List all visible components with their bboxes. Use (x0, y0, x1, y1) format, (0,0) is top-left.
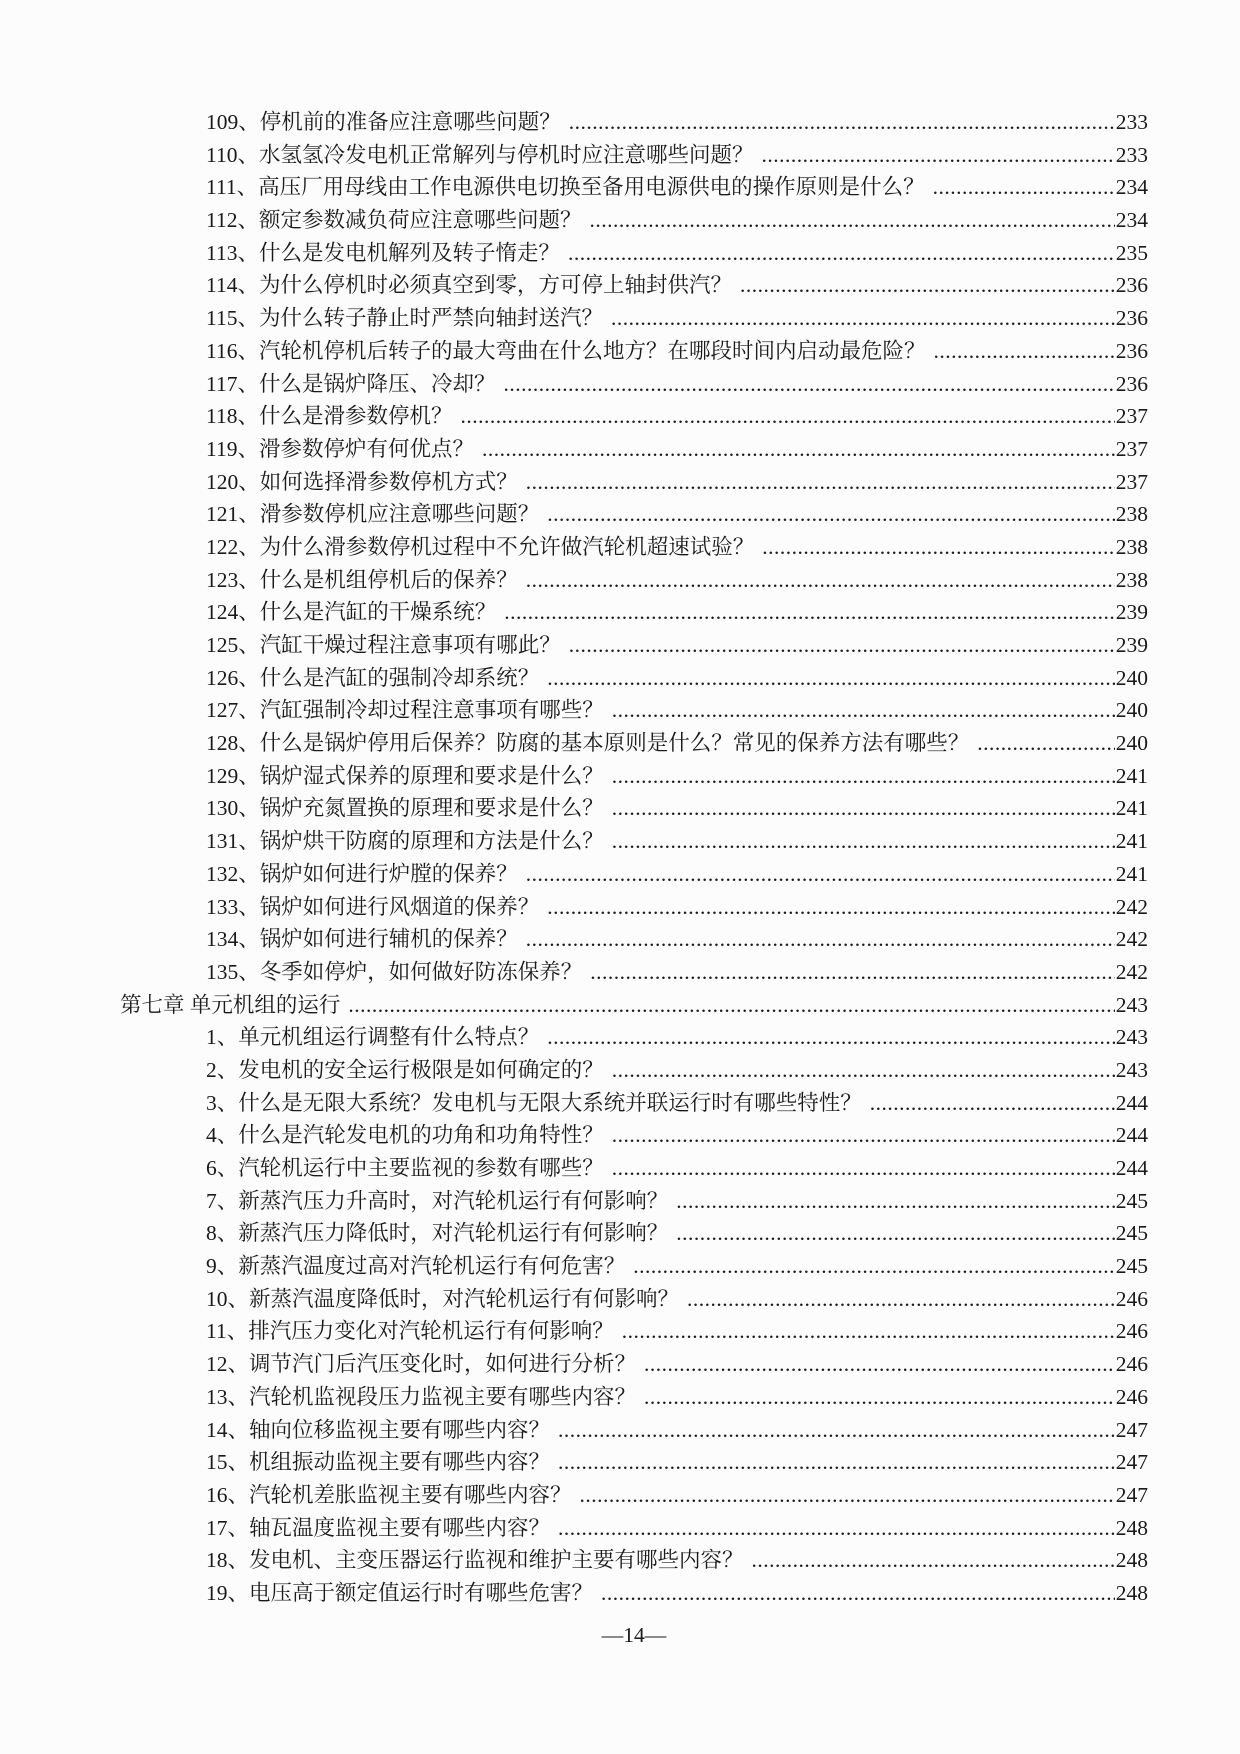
toc-entry (120, 923, 1148, 956)
toc-entry-page: 247 (1115, 1417, 1148, 1442)
toc-entry-page: 239 (1115, 633, 1148, 657)
toc-entry-page: 234 (1115, 175, 1148, 200)
toc-entry-page: 233 (1115, 110, 1148, 134)
toc-entry-label: 135、冬季如停炉，如何做好防冻保养？ (206, 959, 583, 984)
toc-entry (120, 825, 1148, 858)
toc-entry (120, 1021, 1148, 1054)
toc-entry (120, 1119, 1148, 1152)
toc-dot-leader (547, 662, 1114, 695)
toc-entry-label: 130、锅炉充氮置换的原理和要求是什么？ (206, 796, 604, 821)
toc-entry (120, 1577, 1148, 1610)
toc-entry (120, 564, 1148, 597)
toc-entry (120, 1512, 1148, 1545)
toc-dot-leader (547, 1021, 1114, 1054)
toc-dot-leader (933, 335, 1114, 368)
toc-dot-leader (526, 858, 1115, 891)
toc-dot-leader (977, 727, 1114, 760)
toc-entry-label: 16、汽轮机差胀监视主要有哪些内容？ (206, 1482, 572, 1507)
toc-entry (120, 1217, 1148, 1250)
toc-entry (120, 106, 1148, 139)
toc-entry-label: 109、停机前的准备应注意哪些问题？ (206, 110, 561, 134)
toc-entry-label: 129、锅炉湿式保养的原理和要求是什么？ (206, 763, 604, 788)
toc-entry-label: 8、新蒸汽压力降低时，对汽轮机运行有何影响？ (206, 1221, 669, 1246)
toc-dot-leader (503, 368, 1114, 401)
toc-entry (120, 1087, 1148, 1120)
toc-entry-label: 6、汽轮机运行中主要监视的参数有哪些？ (206, 1156, 604, 1180)
toc-entry-page: 238 (1115, 534, 1148, 559)
toc-entry-label: 12、调节汽门后汽压变化时，如何进行分析？ (206, 1352, 637, 1377)
toc-entry (120, 1446, 1148, 1479)
toc-entry-label: 2、发电机的安全运行极限是如何确定的？ (206, 1057, 604, 1082)
toc-entry (120, 956, 1148, 989)
toc-dot-leader (752, 1544, 1115, 1577)
toc-entry-label: 134、锅炉如何进行辅机的保养？ (206, 927, 518, 952)
toc-entry-page: 242 (1115, 927, 1148, 952)
toc-entry-label: 118、什么是滑参数停机？ (206, 404, 453, 429)
toc-entry (120, 760, 1148, 793)
toc-entry-label: 116、汽轮机停机后转子的最大弯曲在什么地方？在哪段时间内启动最危险？ (206, 338, 926, 363)
toc-dot-leader (504, 596, 1114, 629)
toc-entry-label: 3、什么是无限大系统？发电机与无限大系统并联运行时有哪些特性？ (206, 1090, 862, 1115)
toc-entry (120, 531, 1148, 564)
toc-entry-page: 238 (1115, 502, 1148, 527)
toc-entry (120, 466, 1148, 499)
toc-dot-leader (580, 1479, 1115, 1512)
toc-dot-leader (687, 1283, 1115, 1316)
toc-entry-page: 236 (1115, 371, 1148, 396)
toc-dot-leader (762, 531, 1114, 564)
toc-entry-page: 248 (1115, 1580, 1148, 1605)
toc-entry-label: 11、排汽压力变化对汽轮机运行有何影响？ (206, 1319, 614, 1344)
toc-entry-page: 240 (1115, 698, 1148, 723)
toc-entry (120, 1544, 1148, 1577)
toc-dot-leader (676, 1185, 1114, 1218)
toc-entry-page: 242 (1115, 959, 1148, 984)
toc-dot-leader (633, 1250, 1114, 1283)
toc-entry-page: 240 (1115, 665, 1148, 690)
toc-entry (120, 1315, 1148, 1348)
toc-entry-label: 124、什么是汽缸的干燥系统？ (206, 600, 497, 625)
toc-dot-leader (558, 1512, 1115, 1545)
toc-dot-leader (612, 760, 1115, 793)
toc-entry (120, 204, 1148, 237)
toc-entry (120, 792, 1148, 825)
toc-dot-leader (612, 1119, 1115, 1152)
toc-entry-page: 239 (1115, 600, 1148, 625)
toc-dot-leader (590, 956, 1114, 989)
toc-entry (120, 989, 1148, 1022)
toc-entry-page: 240 (1115, 731, 1148, 756)
toc-entry-page: 244 (1115, 1090, 1148, 1115)
toc-entry (120, 1414, 1148, 1447)
toc-entry-page: 246 (1115, 1352, 1148, 1377)
toc-entry-label: 19、电压高于额定值运行时有哪些危害？ (206, 1580, 594, 1605)
toc-dot-leader (612, 825, 1115, 858)
toc-entry-page: 236 (1115, 338, 1148, 363)
toc-entry-page: 248 (1115, 1548, 1148, 1573)
toc-entry-page: 237 (1115, 436, 1148, 461)
toc-entry-page: 247 (1115, 1482, 1148, 1507)
toc-entry-label: 13、汽轮机监视段压力监视主要有哪些内容？ (206, 1384, 637, 1409)
toc-dot-leader (611, 302, 1115, 335)
toc-entry-page: 241 (1115, 796, 1148, 821)
toc-dot-leader (547, 891, 1114, 924)
toc-entry-label: 123、什么是机组停机后的保养？ (206, 567, 518, 592)
toc-entry (120, 858, 1148, 891)
toc-entry (120, 139, 1148, 172)
toc-dot-leader (644, 1348, 1115, 1381)
toc-entry-page: 245 (1115, 1254, 1148, 1279)
toc-entry (120, 1054, 1148, 1087)
toc-entry-label: 7、新蒸汽压力升高时，对汽轮机运行有何影响？ (206, 1188, 669, 1213)
toc-entry-page: 236 (1115, 273, 1148, 298)
toc-entry (120, 302, 1148, 335)
toc-entry-label: 17、轴瓦温度监视主要有哪些内容？ (206, 1515, 551, 1540)
toc-entry-page: 245 (1115, 1221, 1148, 1246)
toc-dot-leader (676, 1217, 1114, 1250)
toc-entry (120, 1152, 1148, 1185)
toc-entry-label: 122、为什么滑参数停机过程中不允许做汽轮机超速试验？ (206, 534, 755, 559)
toc-dot-leader (568, 237, 1115, 270)
toc-dot-leader (612, 792, 1115, 825)
toc-dot-leader (526, 466, 1115, 499)
toc-entry-label: 132、锅炉如何进行炉膛的保养？ (206, 861, 518, 886)
toc-dot-leader (547, 498, 1114, 531)
toc-entry-label: 18、发电机、主变压器运行监视和维护主要有哪些内容？ (206, 1548, 744, 1573)
toc-dot-leader (526, 564, 1115, 597)
toc-entry (120, 1348, 1148, 1381)
toc-entry-page: 238 (1115, 567, 1148, 592)
toc-entry (120, 368, 1148, 401)
toc-entry-page: 237 (1115, 469, 1148, 494)
toc-entry-label: 126、什么是汽缸的强制冷却系统？ (206, 665, 540, 690)
toc-entry-page: 243 (1115, 1025, 1148, 1050)
toc-entry-page: 244 (1115, 1156, 1148, 1180)
toc-dot-leader (348, 989, 1114, 1022)
toc-dot-leader (558, 1446, 1115, 1479)
toc-dot-leader (612, 694, 1115, 727)
page-number-footer: —14— (601, 1623, 667, 1647)
toc-entry-label: 127、汽缸强制冷却过程注意事项有哪些？ (206, 698, 604, 723)
toc-entry-page: 247 (1115, 1450, 1148, 1475)
toc-entry-page: 233 (1115, 142, 1148, 167)
toc-dot-leader (482, 433, 1115, 466)
toc-entry (120, 237, 1148, 270)
toc-dot-leader (558, 1414, 1115, 1447)
toc-entry-page: 241 (1115, 829, 1148, 854)
toc-dot-leader (933, 171, 1115, 204)
toc-entry-page: 244 (1115, 1123, 1148, 1148)
toc-entry (120, 1250, 1148, 1283)
toc-entry (120, 629, 1148, 662)
toc-dot-leader (569, 629, 1115, 662)
toc-entry-label: 133、锅炉如何进行风烟道的保养？ (206, 894, 540, 919)
toc-entry-label: 117、什么是锅炉降压、冷却？ (206, 371, 496, 396)
toc-entry-label: 112、额定参数减负荷应注意哪些问题？ (206, 208, 582, 233)
toc-entry-page: 246 (1115, 1319, 1148, 1344)
toc-dot-leader (460, 400, 1114, 433)
toc-entry-label: 第七章 单元机组的运行 (120, 992, 341, 1017)
toc-dot-leader (569, 106, 1115, 139)
toc-entry-page: 243 (1115, 1057, 1148, 1082)
toc-dot-leader (526, 923, 1115, 956)
toc-entry (120, 891, 1148, 924)
toc-dot-leader (644, 1381, 1115, 1414)
toc-entry-label: 131、锅炉烘干防腐的原理和方法是什么？ (206, 829, 604, 854)
toc-entry-label: 15、机组振动监视主要有哪些内容？ (206, 1450, 551, 1475)
toc-dot-leader (612, 1054, 1115, 1087)
toc-entry (120, 596, 1148, 629)
toc-entry-label: 120、如何选择滑参数停机方式？ (206, 469, 518, 494)
toc-list (120, 106, 1148, 1610)
toc-entry-label: 113、什么是发电机解列及转子惰走？ (206, 240, 560, 265)
toc-entry-page: 236 (1115, 306, 1148, 331)
toc-entry-page: 248 (1115, 1515, 1148, 1540)
toc-entry (120, 1283, 1148, 1316)
toc-entry-label: 125、汽缸干燥过程注意事项有哪此？ (206, 633, 561, 657)
toc-entry-page: 242 (1115, 894, 1148, 919)
toc-entry (120, 171, 1148, 204)
toc-entry-page: 237 (1115, 404, 1148, 429)
toc-entry (120, 662, 1148, 695)
toc-entry (120, 694, 1148, 727)
toc-entry (120, 433, 1148, 466)
toc-entry (120, 400, 1148, 433)
toc-dot-leader (601, 1577, 1115, 1610)
toc-entry-label: 111、高压厂用母线由工作电源供电切换至备用电源供电的操作原则是什么？ (206, 175, 925, 200)
toc-entry (120, 498, 1148, 531)
toc-entry-page: 241 (1115, 763, 1148, 788)
toc-entry-label: 1、单元机组运行调整有什么特点？ (206, 1025, 540, 1050)
toc-entry-page: 245 (1115, 1188, 1148, 1213)
toc-entry (120, 727, 1148, 760)
toc-entry-page: 243 (1115, 992, 1148, 1017)
toc-entry-label: 128、什么是锅炉停用后保养？防腐的基本原则是什么？常见的保养方法有哪些？ (206, 731, 970, 756)
toc-dot-leader (761, 139, 1114, 172)
toc-entry (120, 1185, 1148, 1218)
toc-entry-label: 115、为什么转子静止时严禁向轴封送汽？ (206, 306, 603, 331)
toc-dot-leader (870, 1087, 1115, 1120)
toc-dot-leader (740, 269, 1115, 302)
toc-entry (120, 269, 1148, 302)
toc-entry (120, 1381, 1148, 1414)
toc-entry-label: 10、新蒸汽温度降低时，对汽轮机运行有何影响？ (206, 1286, 680, 1311)
toc-dot-leader (612, 1152, 1115, 1185)
toc-entry-label: 114、为什么停机时必须真空到零，方可停上轴封供汽？ (206, 273, 732, 298)
toc-entry-label: 121、滑参数停机应注意哪些问题？ (206, 502, 540, 527)
toc-entry-page: 246 (1115, 1384, 1148, 1409)
toc-entry-label: 4、什么是汽轮发电机的功角和功角特性？ (206, 1123, 604, 1148)
toc-dot-leader (589, 204, 1114, 237)
toc-entry-page: 241 (1115, 861, 1148, 886)
toc-entry-page: 246 (1115, 1286, 1148, 1311)
toc-entry-label: 14、轴向位移监视主要有哪些内容？ (206, 1417, 551, 1442)
toc-entry (120, 1479, 1148, 1512)
toc-entry (120, 335, 1148, 368)
toc-entry-label: 119、滑参数停炉有何优点？ (206, 436, 474, 461)
toc-entry-label: 9、新蒸汽温度过高对汽轮机运行有何危害？ (206, 1254, 626, 1279)
toc-dot-leader (622, 1315, 1115, 1348)
toc-entry-page: 234 (1115, 208, 1148, 233)
toc-entry-page: 235 (1115, 240, 1148, 265)
toc-entry-label: 110、水氢氢冷发电机正常解列与停机时应注意哪些问题？ (206, 142, 754, 167)
